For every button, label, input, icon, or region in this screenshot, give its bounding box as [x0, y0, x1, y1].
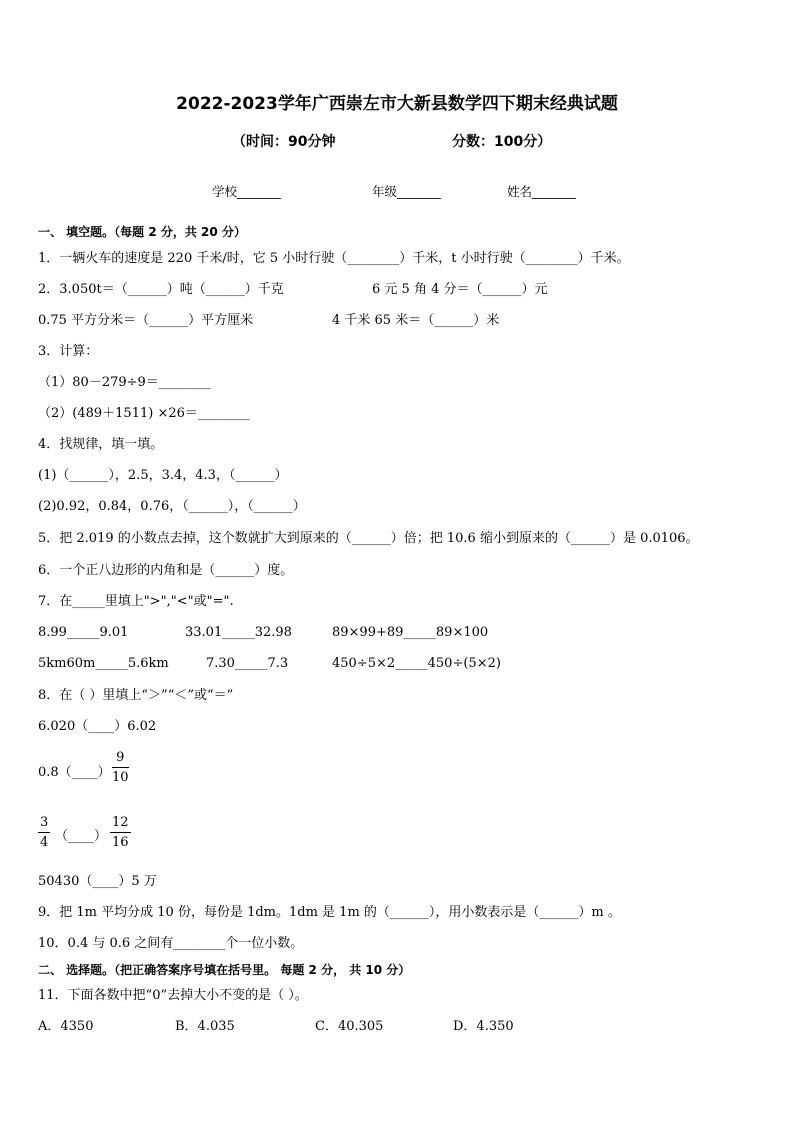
- exam-score: 分数：100分）: [452, 134, 552, 150]
- page-title: 2022-2023学年广西崇左市大新县数学四下期末经典试题: [176, 94, 618, 114]
- fraction-denominator: 10: [112, 770, 129, 785]
- question-6: 6．一个正八边形的内角和是（______）度。: [38, 563, 294, 578]
- fraction-numerator: 12: [110, 815, 131, 833]
- question-2-part-c: 0.75 平方分米＝（______）平方厘米: [38, 313, 254, 328]
- fraction-numerator: 3: [38, 815, 50, 833]
- option-a: A．4350: [38, 1019, 94, 1034]
- question-7-compare-2: 33.01_____32.98: [185, 625, 292, 640]
- question-8-item-a: 6.020（____）6.02: [38, 719, 157, 734]
- question-3: 3．计算：: [38, 344, 99, 359]
- question-10: 10．0.4 与 0.6 之间有________个一位小数。: [38, 936, 304, 951]
- question-11: 11．下面各数中把“0”去掉大小不变的是（ ）。: [38, 988, 308, 1003]
- fraction-twelve-sixteenths: [110, 815, 131, 850]
- name-field: 姓名_______: [507, 184, 576, 199]
- question-8-item-c-blank: （____）: [55, 829, 108, 844]
- question-2-part-b: 6 元 5 角 4 分＝（______）元: [372, 282, 548, 297]
- question-4-item-2: (2)0.92，0.84，0.76，（______），（______）: [38, 499, 306, 514]
- question-9: 9．把 1m 平均分成 10 份，每份是 1dm。1dm 是 1m 的（______），用小数表示是（______）m 。: [38, 905, 621, 920]
- question-7-compare-1: 8.99_____9.01: [38, 625, 129, 640]
- fraction-denominator: 16: [112, 835, 129, 850]
- question-2-part-d: 4 千米 65 米＝（______）米: [332, 313, 500, 328]
- question-5: 5．把 2.019 的小数点去掉，这个数就扩大到原来的（______）倍；把 10.6 缩小到原来的（______）是 0.0106。: [38, 531, 699, 546]
- section-heading-fill-in: 一、 填空题。（每题 2 分，共 20 分）: [38, 225, 246, 239]
- question-1: 1．一辆火车的速度是 220 千米/时，它 5 小时行驶（________）千米，t 小时行驶（________）千米。: [38, 251, 630, 266]
- question-7: 7．在_____里填上">","<"或"=".: [38, 594, 234, 609]
- question-8: 8．在（ ）里填上“＞”“＜”或“＝”: [38, 688, 234, 703]
- fraction-denominator: 4: [40, 835, 49, 850]
- question-4: 4．找规律，填一填。: [38, 437, 164, 452]
- question-8-item-d: 50430（____）5 万: [38, 874, 157, 889]
- option-b: B．4.035: [175, 1019, 235, 1034]
- grade-field: 年级_______: [372, 184, 441, 199]
- school-field: 学校_______: [212, 184, 281, 199]
- fraction-three-quarters: [38, 815, 50, 850]
- question-3-item-1: （1）80－279÷9＝________: [38, 375, 211, 390]
- question-2-part-a: 2．3.050t＝（______）吨（______）千克: [38, 282, 284, 297]
- exam-time: （时间：90分钟: [232, 134, 336, 150]
- question-3-item-2: （2）(489＋1511) ×26＝________: [38, 406, 250, 421]
- question-8-item-b: 0.8（____）: [38, 765, 111, 780]
- question-7-compare-5: 7.30_____7.3: [206, 656, 289, 671]
- section-heading-choice: 二、 选择题。（把正确答案序号填在括号里。 每题 2 分， 共 10 分）: [38, 963, 411, 977]
- fraction-nine-tenths: [112, 750, 129, 785]
- question-4-item-1: (1)（______），2.5，3.4，4.3，（______）: [38, 468, 288, 483]
- question-7-compare-3: 89×99+89_____89×100: [332, 625, 489, 640]
- option-c: C．40.305: [315, 1019, 384, 1034]
- fraction-numerator: 9: [112, 750, 129, 768]
- option-d: D．4.350: [453, 1019, 514, 1034]
- question-7-compare-6: 450÷5×2_____450÷(5×2): [332, 656, 501, 671]
- question-7-compare-4: 5km60m_____5.6km: [38, 656, 169, 671]
